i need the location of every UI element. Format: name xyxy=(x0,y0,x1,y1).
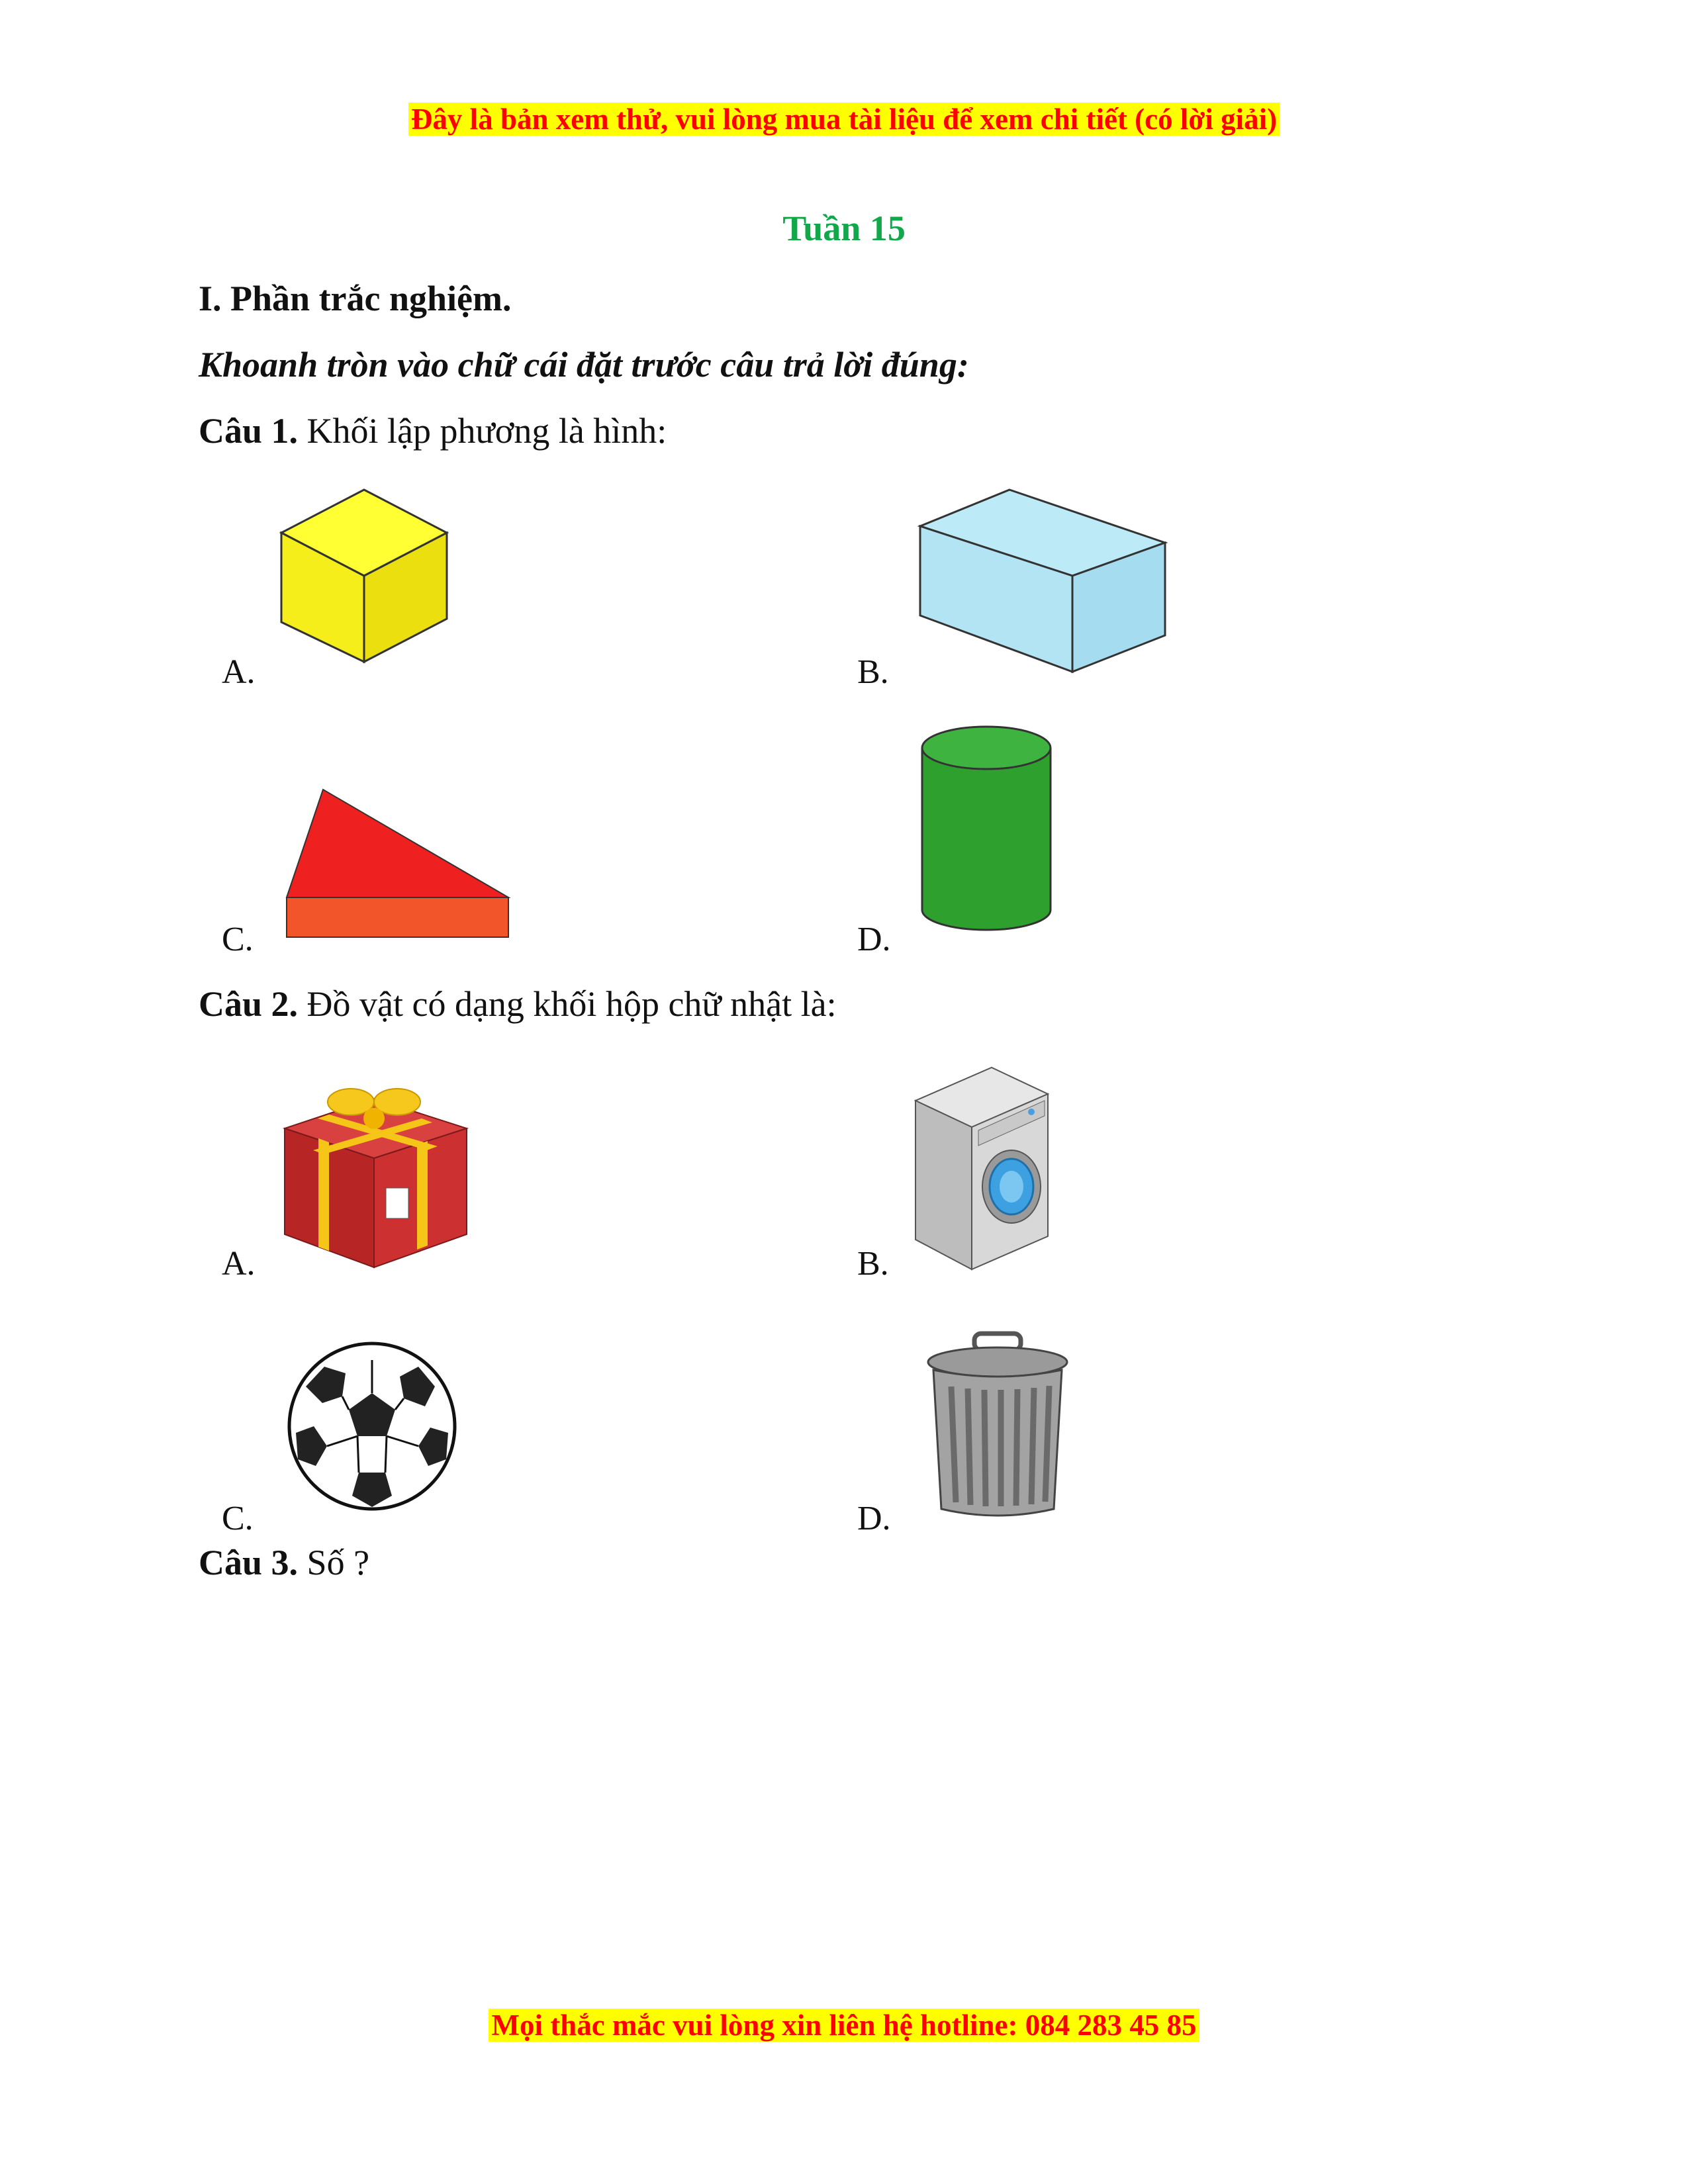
section-heading: I. Phần trắc nghiệm. xyxy=(199,279,512,318)
question-1-label: Câu 1. xyxy=(199,411,299,451)
yellow-cube-icon[interactable] xyxy=(278,486,450,665)
question-3 xyxy=(199,1541,369,1584)
question-1-text: Khối lập phương là hình: xyxy=(306,411,667,451)
question-2-text: Đồ vật có dạng khối hộp chữ nhật là: xyxy=(306,984,837,1024)
q1-option-c-letter[interactable]: C. xyxy=(222,921,254,958)
page-title: Tuần 15 xyxy=(782,208,906,248)
preview-notice xyxy=(0,99,1688,139)
q2-option-c-letter[interactable]: C. xyxy=(222,1500,254,1537)
q2-option-d-letter[interactable]: D. xyxy=(857,1500,891,1537)
question-2-label: Câu 2. xyxy=(199,984,299,1024)
q1-option-a-letter[interactable]: A. xyxy=(222,653,256,691)
instruction: Khoanh tròn vào chữ cái đặt trước câu trả lời đúng: xyxy=(199,345,969,385)
soccer-ball-icon[interactable] xyxy=(286,1340,458,1512)
hotline-footer xyxy=(0,2005,1688,2045)
question-3-label: Câu 3. xyxy=(199,1543,299,1582)
q2-option-a-letter[interactable]: A. xyxy=(222,1245,256,1283)
q1-option-d-letter[interactable]: D. xyxy=(857,921,891,958)
q1-option-b-letter[interactable]: B. xyxy=(857,653,889,691)
washing-machine-icon[interactable] xyxy=(912,1064,1051,1273)
question-2 xyxy=(199,982,837,1026)
hotline-text: Mọi thắc mắc vui lòng xin liên hệ hotline: 084 283 45 85 xyxy=(489,2009,1199,2042)
trash-can-icon[interactable] xyxy=(921,1330,1074,1522)
gift-box-icon[interactable] xyxy=(281,1072,470,1271)
blue-cuboid-icon[interactable] xyxy=(917,486,1168,675)
red-triangular-prism-icon[interactable] xyxy=(283,786,512,942)
green-cylinder-icon[interactable] xyxy=(919,721,1055,933)
question-3-text: Số ? xyxy=(306,1543,370,1582)
question-1 xyxy=(199,409,667,453)
preview-notice-text: Đây là bản xem thử, vui lòng mua tài liệu để xem chi tiết (có lời giải) xyxy=(408,103,1280,136)
q2-option-b-letter[interactable]: B. xyxy=(857,1245,889,1283)
